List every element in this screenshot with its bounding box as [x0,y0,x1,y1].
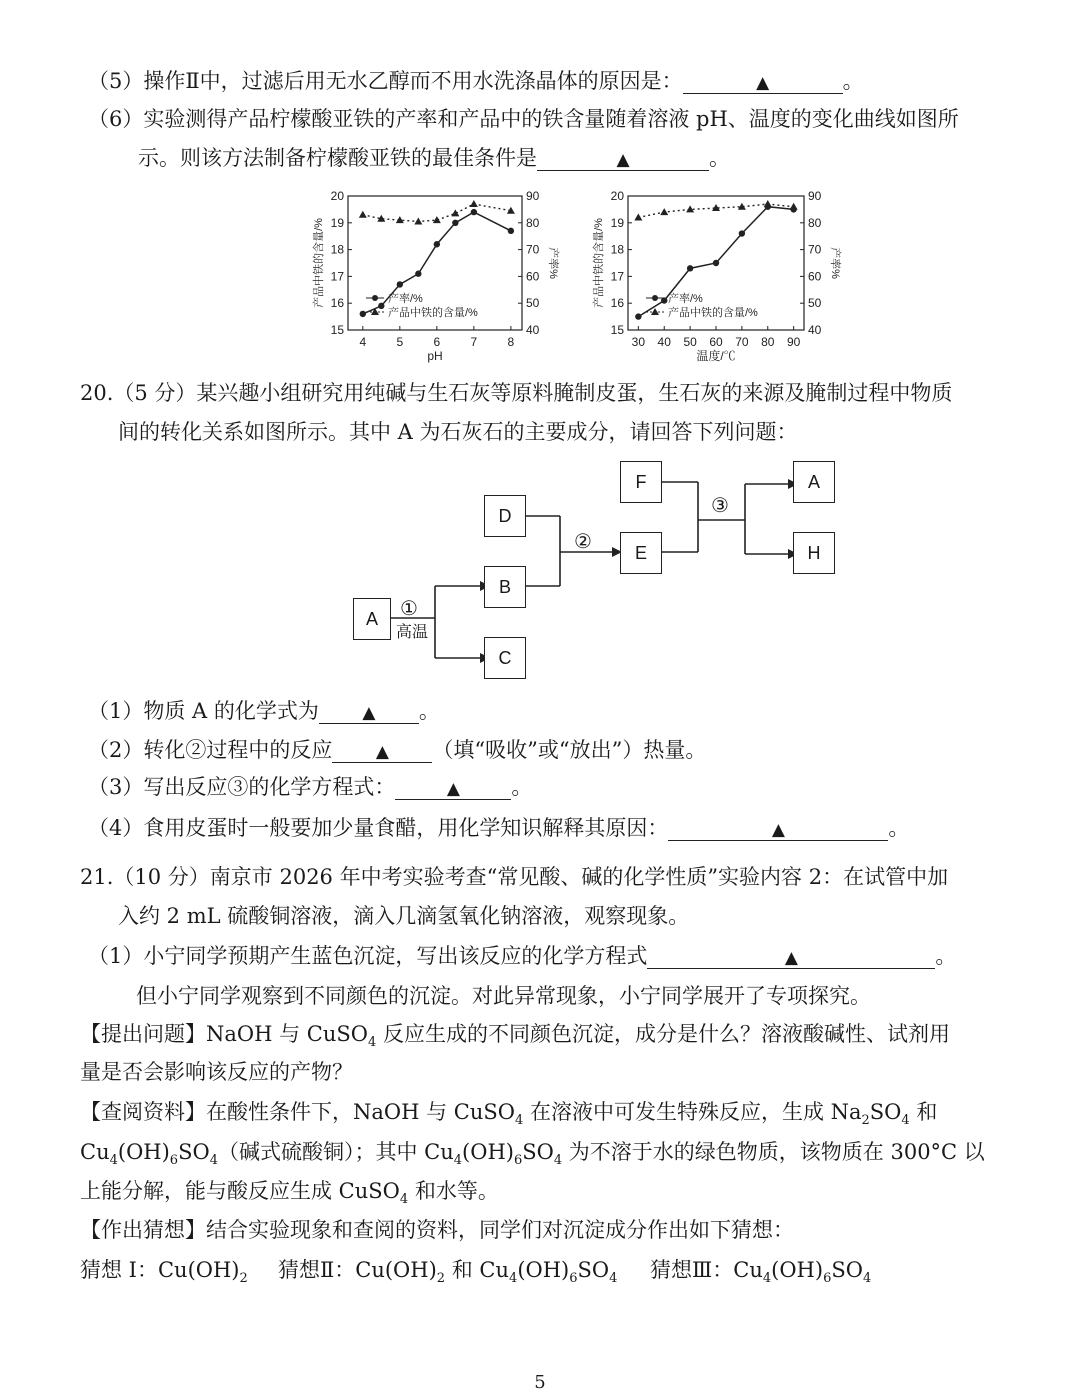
diagram-box-H: H [793,532,835,574]
right-tick-label: 70 [808,242,822,257]
left-tick-label: 16 [610,296,624,311]
left-tick-label: 17 [610,269,624,284]
diagram-box-A: A [353,598,391,640]
right-tick-label: 90 [526,189,540,203]
step-1-condition: 高温 [396,622,429,641]
answer-blank[interactable]: ▲ [537,144,709,171]
q20-2: （2）转化②过程中的反应 ▲ （填“吸收”或“放出”）热量。 [88,738,707,762]
legend-label: 产率/% [388,293,423,305]
q20-1: （1）物质 A 的化学式为 ▲ 。 [88,699,440,723]
q20-3: （3）写出反应③的化学方程式： ▲ 。 [88,775,533,799]
q21-stem-line2: 入约 2 mL 硫酸铜溶液，滴入几滴氢氧化钠溶液，观察现象。 [118,904,690,928]
x-tick-label: 4 [359,335,367,349]
hypothesis-3: 猜想Ⅲ：$Cu_4(OH)_6SO_4$ [650,1258,872,1287]
x-axis-label: 温度/℃ [696,349,736,363]
x-tick-label: 50 [683,335,697,349]
q20-stem-line2: 间的转化关系如图所示。其中 A 为石灰石的主要成分，请回答下列问题： [118,420,798,444]
reference-info-line3: 上能分解，能与酸反应生成 CuSO$_4$ 和水等。 [80,1179,499,1208]
q19-5: （5）操作Ⅱ中，过滤后用无水乙醇而不用水洗涤晶体的原因是： ▲ 。 [88,69,864,93]
left-tick-label: 18 [330,242,344,257]
right-tick-label: 40 [526,323,540,337]
right-tick-label: 50 [526,296,540,311]
diagram-box-D: D [484,495,526,537]
q20-4: （4）食用皮蛋时一般要加少量食醋，用化学知识解释其原因： ▲ 。 [88,816,910,840]
reference-info-line2: $Cu_4(OH)_6SO_4$（碱式硫酸铜）；其中 $Cu_4(OH)_6SO_4$ 为不溶于水的绿色物质，该物质在 300°C 以 [80,1140,985,1169]
right-tick-label: 60 [808,269,822,284]
right-tick-label: 40 [808,323,822,337]
x-tick-label: 30 [631,335,646,349]
page-number: 5 [534,1372,546,1393]
diagram-box-A-product: A [793,461,835,503]
right-axis-label: 产率% [547,247,559,279]
left-tick-label: 20 [330,189,344,203]
legend-label: 产率/% [668,293,703,305]
left-tick-label: 19 [610,215,624,230]
left-tick-label: 16 [330,296,344,311]
diagram-box-F: F [620,461,662,503]
x-axis-label: pH [427,349,443,363]
legend-label: 产品中铁的含量/% [668,307,758,319]
right-tick-label: 90 [808,189,822,203]
step-2-label: ② [574,529,592,553]
left-axis-label: 产品中铁的含量/% [313,218,325,308]
diagram-box-C: C [484,637,526,679]
answer-blank[interactable]: ▲ [668,814,888,841]
x-tick-label: 90 [786,335,801,349]
left-tick-label: 17 [330,269,344,284]
right-tick-label: 50 [808,296,822,311]
right-tick-label: 70 [526,242,540,257]
reference-info-line1: 【查阅资料】在酸性条件下，NaOH 与 CuSO$_4$ 在溶液中可发生特殊反应，生成 $Na_2SO_4$ 和 [80,1100,938,1129]
legend-label: 产品中铁的含量/% [388,307,478,319]
right-tick-label: 80 [808,215,822,230]
x-tick-label: 40 [657,335,671,349]
x-tick-label: 80 [761,335,775,349]
question-raised-line2: 量是否会影响该反应的产物？ [80,1060,353,1084]
hypothesis-2: 猜想Ⅱ：$Cu(OH)_2$ 和 $Cu_4(OH)_6SO_4$ [278,1258,618,1287]
x-tick-label: 60 [709,335,723,349]
hypothesis-intro: 【作出猜想】结合实验现象和查阅的资料，同学们对沉淀成分作出如下猜想： [80,1218,794,1242]
x-tick-label: 8 [507,335,515,349]
x-tick-label: 7 [470,335,478,349]
x-tick-label: 6 [433,335,441,349]
left-tick-label: 19 [330,215,344,230]
q19-6-line2: 示。则该方法制备柠檬酸亚铁的最佳条件是 ▲ 。 [138,146,730,170]
step-3-label: ③ [711,493,729,517]
right-axis-label: 产率% [829,247,841,279]
answer-blank[interactable]: ▲ [647,942,935,969]
q21-1-note: 但小宁同学观察到不同颜色的沉淀。对此异常现象，小宁同学展开了专项探究。 [136,984,871,1008]
q19-6-line1: （6）实验测得产品柠檬酸亚铁的产率和产品中的铁含量随着溶液 pH、温度的变化曲线如图所 [88,107,959,131]
answer-blank[interactable]: ▲ [683,67,843,94]
left-tick-label: 18 [610,242,624,257]
x-tick-label: 5 [396,335,404,349]
x-tick-label: 70 [735,335,749,349]
diagram-box-E: E [620,532,662,574]
hypothesis-1: 猜想 I：$Cu(OH)_2$ [80,1258,248,1287]
q20-stem-line1: 20.（5 分）某兴趣小组研究用纯碱与生石灰等原料腌制皮蛋，生石灰的来源及腌制过程中物质 [80,381,953,405]
answer-blank[interactable]: ▲ [319,697,419,724]
left-axis-label: 产品中铁的含量/% [593,218,605,308]
diagram-box-B: B [484,566,526,608]
left-tick-label: 15 [610,323,624,337]
left-tick-label: 20 [610,189,624,203]
answer-blank[interactable]: ▲ [332,736,432,763]
left-tick-label: 15 [330,323,344,337]
q21-1: （1）小宁同学预期产生蓝色沉淀，写出该反应的化学方程式 ▲ 。 [88,944,957,968]
right-tick-label: 60 [526,269,540,284]
question-raised-line1: 【提出问题】NaOH 与 CuSO$_4$ 反应生成的不同颜色沉淀，成分是什么？溶液酸碱性、试剂用 [80,1022,950,1051]
answer-blank[interactable]: ▲ [395,773,511,800]
step-1-label: ① [400,596,418,620]
right-tick-label: 80 [526,215,540,230]
q21-stem-line1: 21.（10 分）南京市 2026 年中考实验考查“常见酸、碱的化学性质”实验内容 2：在试管中加 [80,865,949,889]
